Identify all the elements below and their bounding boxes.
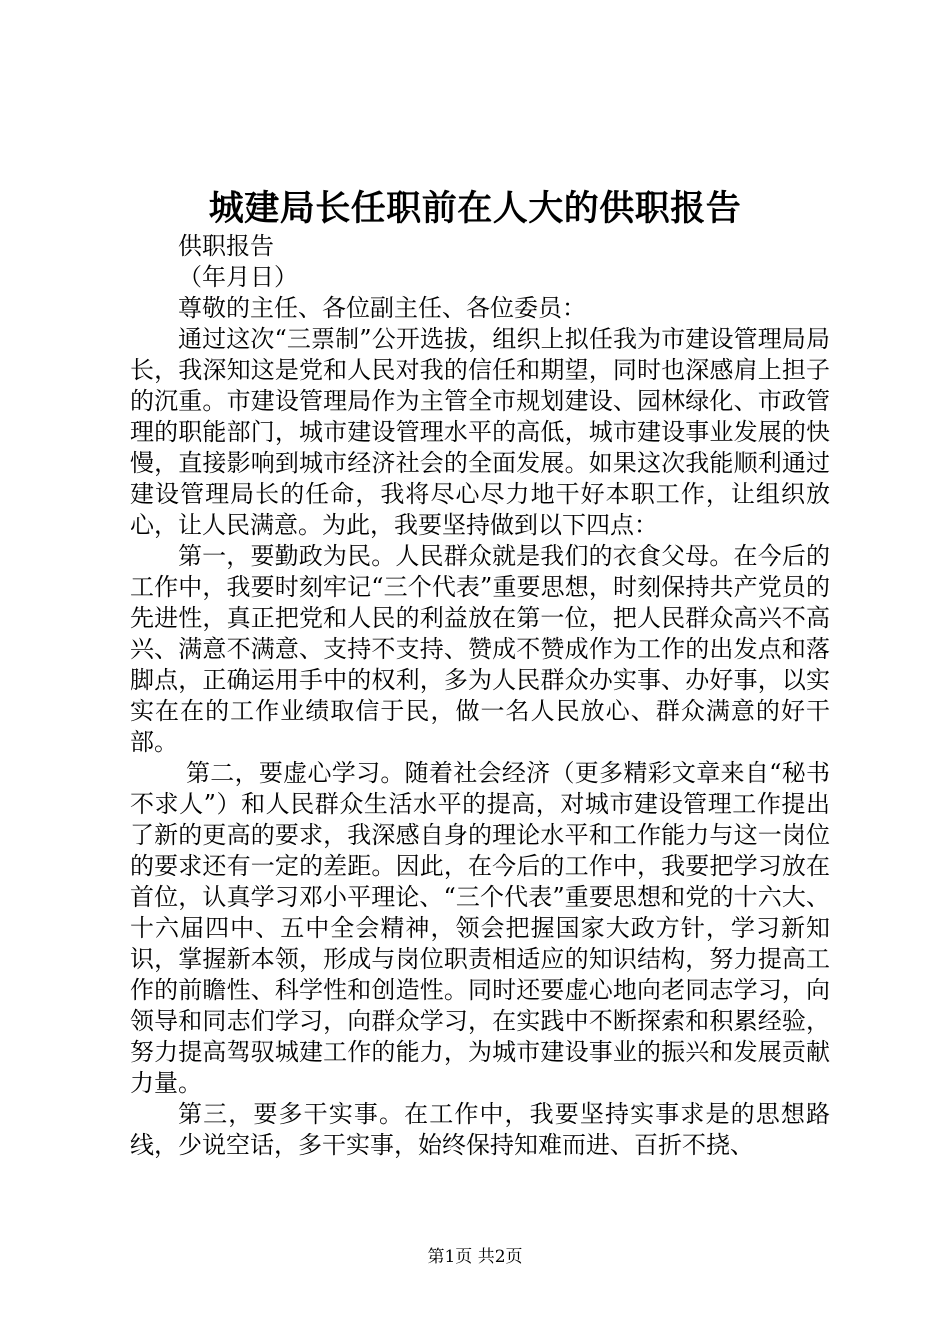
paragraph-date: （年月日） xyxy=(178,263,298,291)
paragraph-point-one: 第一，要勤政为民。人民群众就是我们的衣食父母。在今后的工作中，我要时刻牢记“三个代表”重要思想，时刻保持共产党员的先进性，真正把党和人民的利益放在第一位，把人民群众高兴不高兴、满意不满意、支持不支持、赞成不赞成作为工作的出发点和落脚点，正确运用手中的权利，多为人民群众办实事、办好事，以实实在在的工作业绩取信于民，做一名人民放心、群众满意的好干部。 xyxy=(130,542,830,756)
paragraph-point-two: 第二，要虚心学习。随着社会经济（更多精彩文章来自“秘书不求人”）和人民群众生活水平的提高，对城市建设管理工作提出了新的更高的要求，我深感自身的理论水平和工作能力与这一岗位的要求还有一定的差距。因此，在今后的工作中，我要把学习放在首位，认真学习邓小平理论、“三个代表”重要思想和党的十六大、十六届四中、五中全会精神，领会把握国家大政方针，学习新知识，掌握新本领，形成与岗位职责相适应的知识结构，努力提高工作的前瞻性、科学性和创造性。同时还要虚心地向老同志学习，向领导和同志们学习，向群众学习，在实践中不断探索和积累经验，努力提高驾驭城建工作的能力，为城市建设事业的振兴和发展贡献力量。 xyxy=(130,759,830,1097)
document-body xyxy=(130,231,830,1161)
paragraph-introduction: 通过这次“三票制”公开选拔，组织上拟任我为市建设管理局局长，我深知这是党和人民对我的信任和期望，同时也深感肩上担子的沉重。市建设管理局作为主管全市规划建设、园林绿化、市政管理的职能部门，城市建设管理水平的高低，城市建设事业发展的快慢，直接影响到城市经济社会的全面发展。如果这次我能顺利通过建设管理局长的任命，我将尽心尽力地干好本职工作，让组织放心，让人民满意。为此，我要坚持做到以下四点： xyxy=(130,325,830,539)
paragraph-report-label: 供职报告 xyxy=(178,232,274,260)
page-number-footer: 第1页 共2页 xyxy=(427,1247,523,1267)
paragraph-salutation: 尊敬的主任、各位副主任、各位委员： xyxy=(178,294,586,322)
document-title: 城建局长任职前在人大的供职报告 xyxy=(208,189,742,229)
paragraph-point-three: 第三，要多干实事。在工作中，我要坚持实事求是的思想路线，少说空话，多干实事，始终保持知难而进、百折不挠、 xyxy=(130,1100,830,1159)
